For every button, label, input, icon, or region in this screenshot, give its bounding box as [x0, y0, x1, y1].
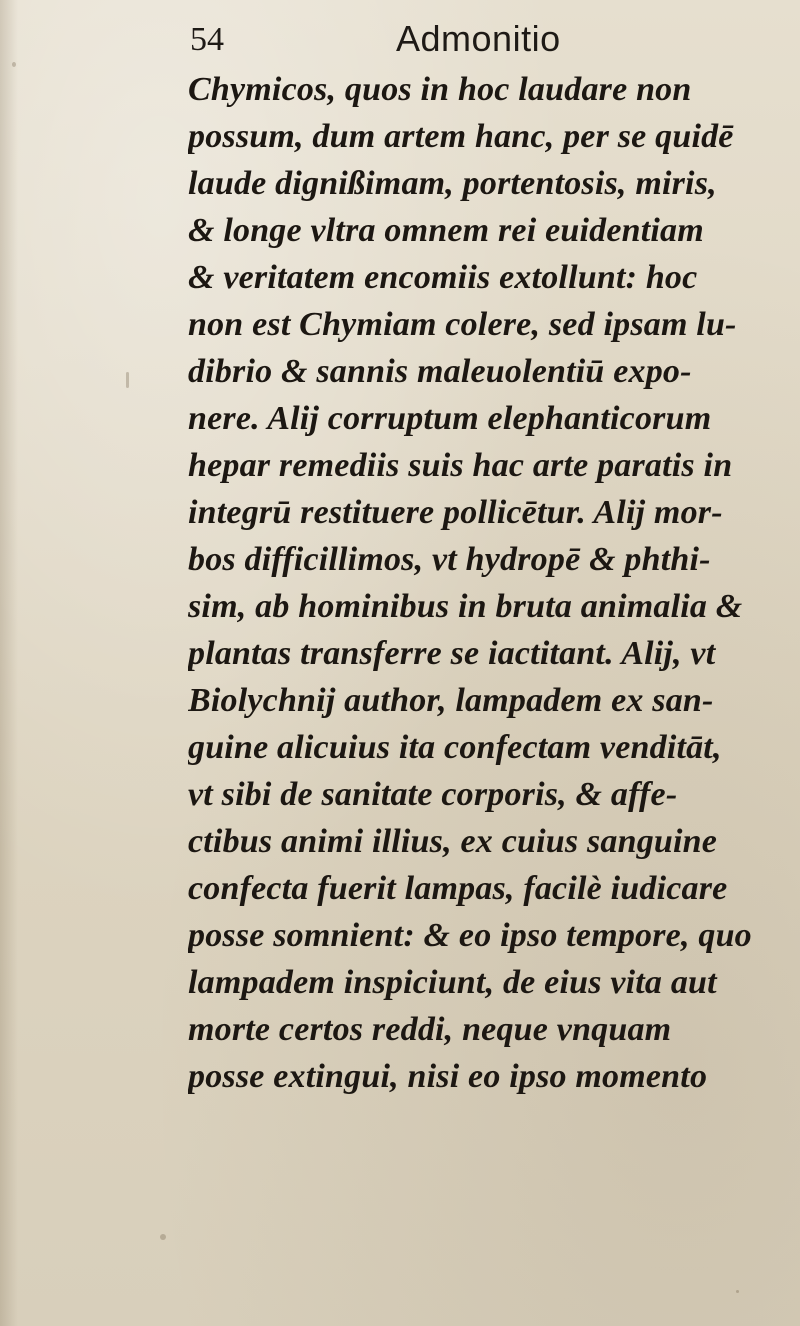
text-line: posse extingui, nisi eo ipso momento — [188, 1058, 708, 1095]
text-line: vt sibi de sanitate corporis, & affe- — [188, 776, 678, 813]
text-line: nere. Alij corruptum elephanticorum — [188, 400, 712, 437]
text-line: integrū restituere pollicētur. Alij mor- — [188, 494, 723, 531]
page-gutter-shadow — [0, 0, 18, 1326]
running-head: Admonitio — [396, 18, 561, 59]
text-line: hepar remediis suis hac arte paratis in — [188, 447, 733, 484]
text-line: morte certos reddi, neque vnquam — [188, 1011, 672, 1048]
body-text — [188, 66, 778, 1226]
text-line: confecta fuerit lampas, facilè iudicare — [188, 870, 728, 907]
text-line: possum, dum artem hanc, per se quidē — [188, 118, 734, 155]
text-line: posse somnient: & eo ipso tempore, quo — [188, 917, 752, 954]
paper-speck — [160, 1234, 166, 1240]
text-line: sim, ab hominibus in bruta animalia & — [188, 588, 743, 625]
page-number: 54 — [190, 21, 224, 58]
text-line: dibrio & sannis maleuolentiū expo- — [188, 353, 692, 390]
page-header — [190, 14, 750, 64]
text-line: non est Chymiam colere, sed ipsam lu- — [188, 306, 737, 343]
text-line: Biolychnij author, lampadem ex san- — [188, 682, 714, 719]
text-line: Chymicos, quos in hoc laudare non — [188, 71, 692, 108]
text-line: lampadem inspiciunt, de eius vita aut — [188, 964, 717, 1001]
paper-speck — [12, 62, 16, 67]
text-line: guine alicuius ita confectam venditāt, — [188, 729, 722, 766]
text-line: bos difficillimos, vt hydropē & phthi- — [188, 541, 711, 578]
paper-speck — [126, 372, 129, 388]
text-line: & longe vltra omnem rei euidentiam — [188, 212, 704, 249]
text-line: plantas transferre se iactitant. Alij, vt — [188, 635, 716, 672]
paper-speck — [736, 1290, 739, 1293]
text-line: ctibus animi illius, ex cuius sanguine — [188, 823, 718, 860]
text-line: laude dignißimam, portentosis, miris, — [188, 165, 717, 202]
text-line: & veritatem encomiis extollunt: hoc — [188, 259, 698, 296]
